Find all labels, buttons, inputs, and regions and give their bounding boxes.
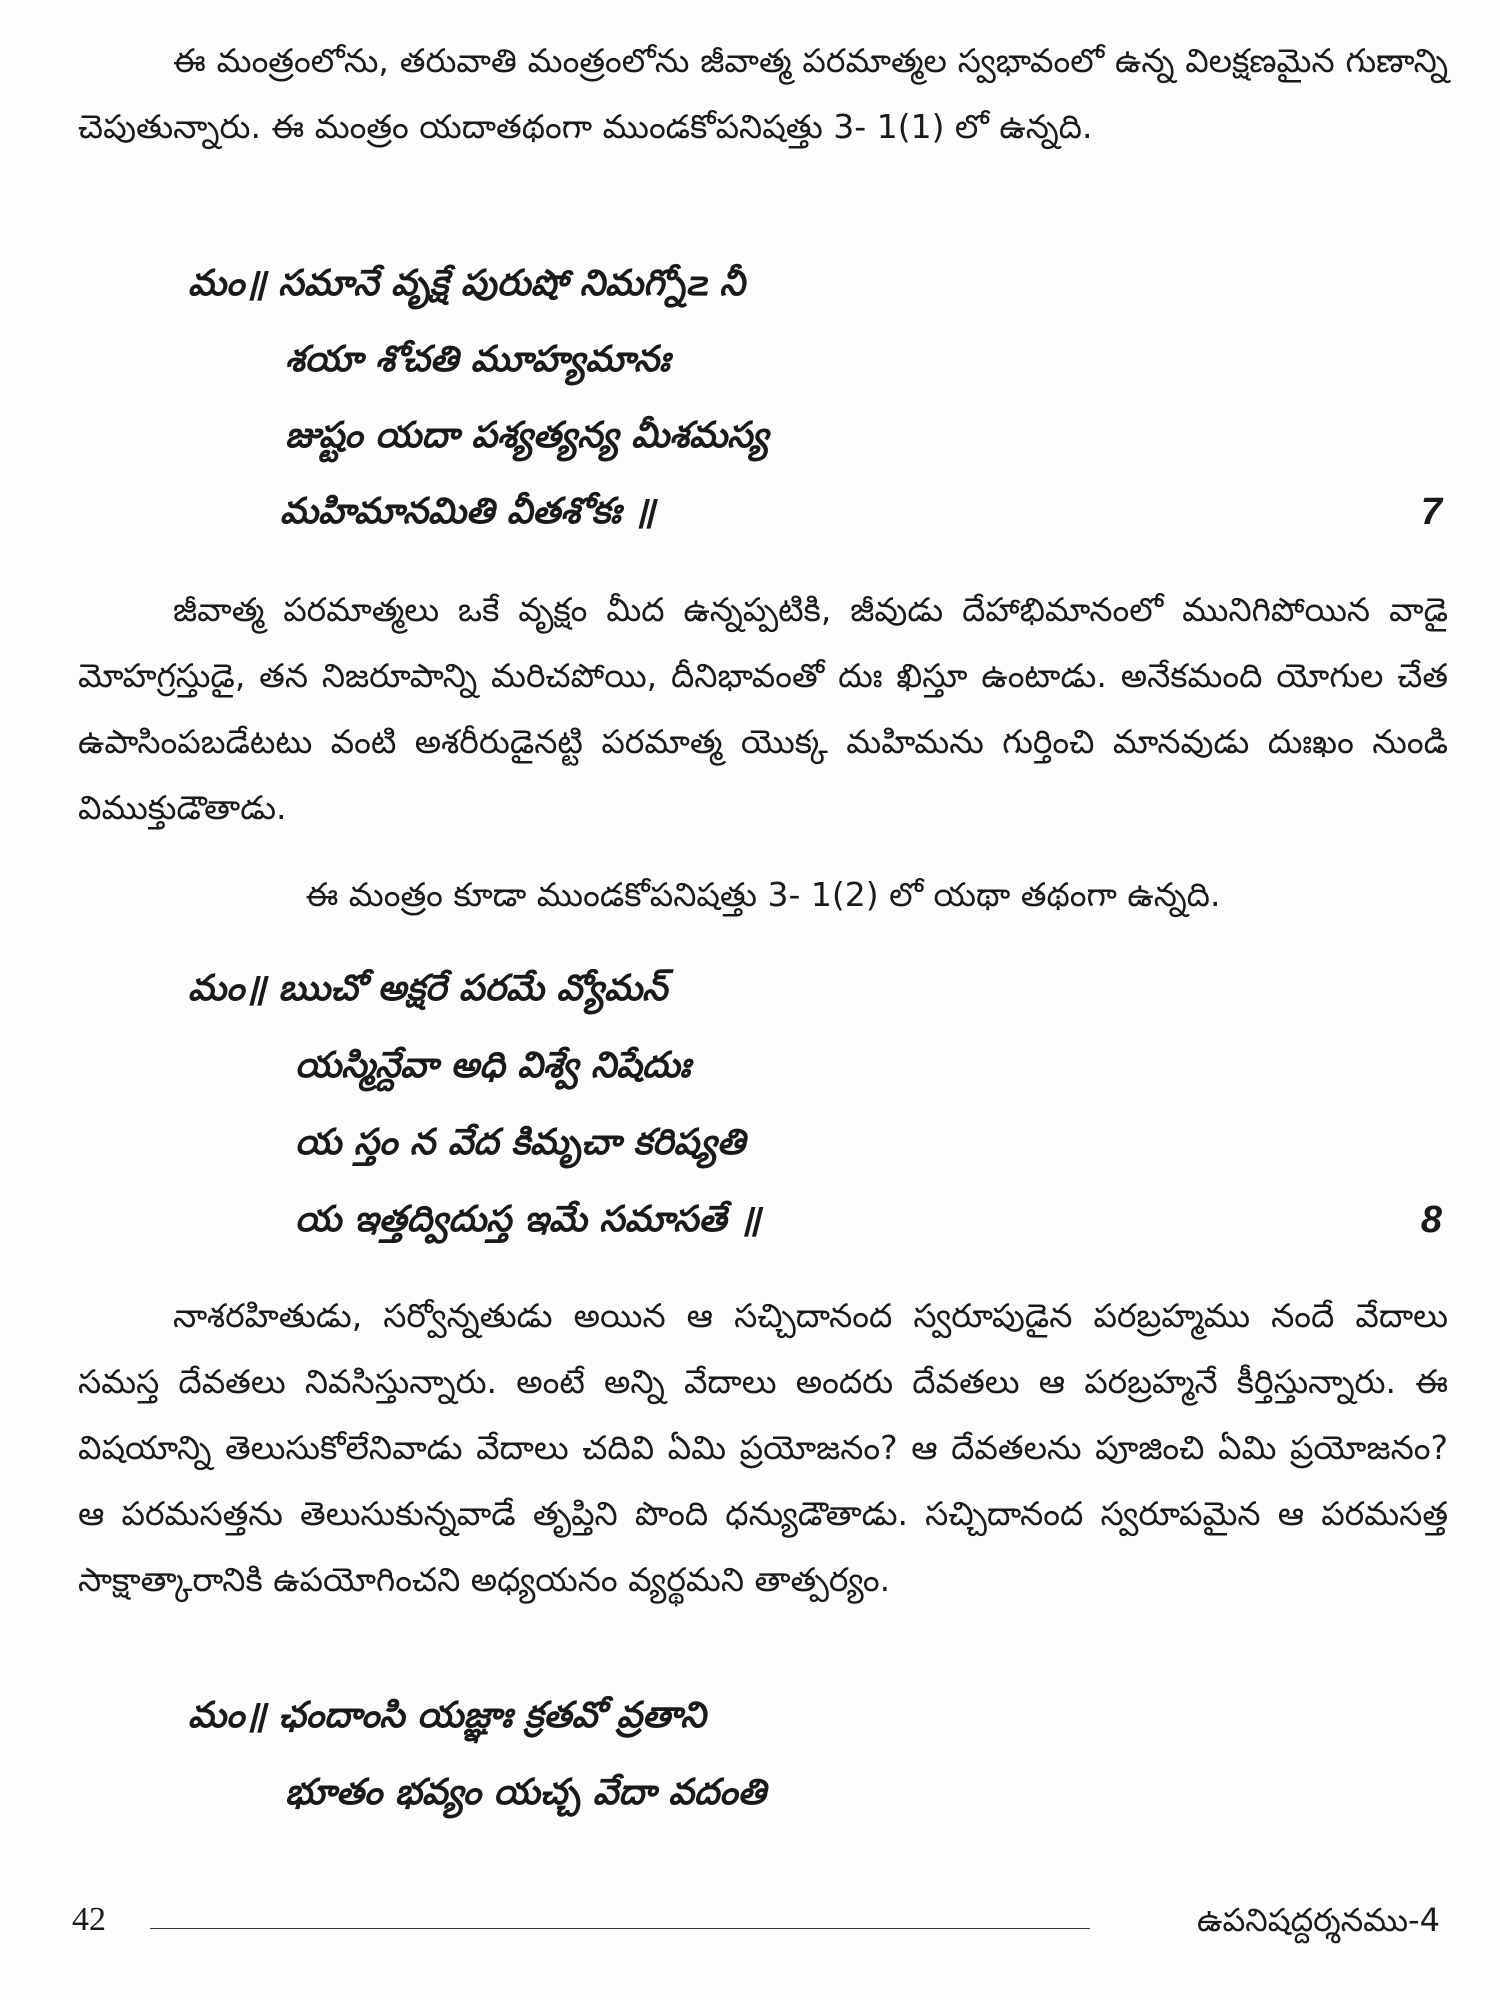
page-footer xyxy=(0,1895,1500,1955)
verse-8-line-4: య ఇత్తద్విదుస్త ఇమే సమాసతే ॥ xyxy=(295,1199,761,1240)
verse-7-line-1: మం॥ సమానే వృక్షే పురుషో నిమగ్నో౽ నీ xyxy=(188,263,745,304)
paragraph-explanation-7: జీవాత్మ పరమాత్మలు ఒకే వృక్షం మీద ఉన్నప్పటికి, జీవుడు దేహాభిమానంలో మునిగిపోయిన వాడై మోహగ్రస్తుడై, తన నిజరూపాన్ని మరిచపోయి, దీనిభావంతో దుః ఖిస్తూ ఉంటాడు. అనేకమంది యోగుల చేత ఉపాసింపబడేటటు వంటి అశరీరుడైనట్టి పరమాత్మ యొక్క మహిమను గుర్తించి మానవుడు దుఃఖం నుండి విముక్తుడౌతాడు. xyxy=(78,590,1448,827)
verse-7-line-3: జుష్టం యదా పశ్యత్యన్య మీశమస్య xyxy=(285,415,769,456)
page-number: 42 xyxy=(72,1901,106,1938)
paragraph-explanation-8: నాశరహితుడు, సర్వోన్నతుడు అయిన ఆ సచ్చిదానంద స్వరూపుడైన పరబ్రహ్మము నందే వేదాలు సమస్త దేవతలు నివసిస్తున్నారు. అంటే అన్ని వేదాలు అందరు దేవతలు ఆ పరబ్రహ్మనే కీర్తిస్తున్నారు. ఈ విషయాన్ని తెలుసుకోలేనివాడు వేదాలు చదివి ఏమి ప్రయోజనం? ఆ దేవతలను పూజించి ఏమి ప్రయోజనం? ఆ పరమసత్తను తెలుసుకున్నవాడే తృప్తిని పొంది ధన్యుడౌతాడు. సచ్చిదానంద స్వరూపమైన ఆ పరమసత్త సాక్షాత్కారానికి ఉపయోగించని అధ్యయనం వ్యర్థమని తాత్పర్యం. xyxy=(78,1296,1448,1599)
verse-8-line-2: యస్మిన్దేవా అధి విశ్వే నిషేదుః xyxy=(295,1045,691,1086)
verse-7-line-2: శయా శోచతి మూహ్యమానః xyxy=(285,339,670,380)
verse-number-7: 7 xyxy=(1420,491,1442,533)
verse-number-8: 8 xyxy=(1420,1199,1442,1241)
paragraph-note-8: ఈ మంత్రం కూడా ముండకోపనిషత్తు 3- 1(2) లో యథా తథంగా ఉన్నది. xyxy=(305,875,1221,914)
paragraph-intro: ఈ మంత్రంలోను, తరువాతి మంత్రంలోను జీవాత్మ పరమాత్మల స్వభావంలో ఉన్న విలక్షణమైన గుణాన్ని చెపుతున్నారు. ఈ మంత్రం యదాతథంగా ముండకోపనిషత్తు 3- 1(1) లో ఉన్నది. xyxy=(78,41,1448,146)
verse-8-line-1: మం॥ ఋచో అక్షరే పరమే వ్యోమన్ xyxy=(188,968,668,1009)
verse-7-line-4: మహిమానమితి వీతశోకః ॥ xyxy=(280,491,656,532)
running-title: ఉపనిషద్దర్శనము-4 xyxy=(1197,1901,1440,1939)
verse-9-line-1: మం॥ ఛందాంసి యజ్ఞాః క్రతవో వ్రతాని xyxy=(188,1695,706,1736)
verse-8-line-3: య స్తం న వేద కిమృచా కరిష్యతి xyxy=(295,1122,746,1163)
footer-rule xyxy=(150,1928,1090,1929)
verse-9-line-2: భూతం భవ్యం యచ్చ వేదా వదంతి xyxy=(285,1772,766,1813)
